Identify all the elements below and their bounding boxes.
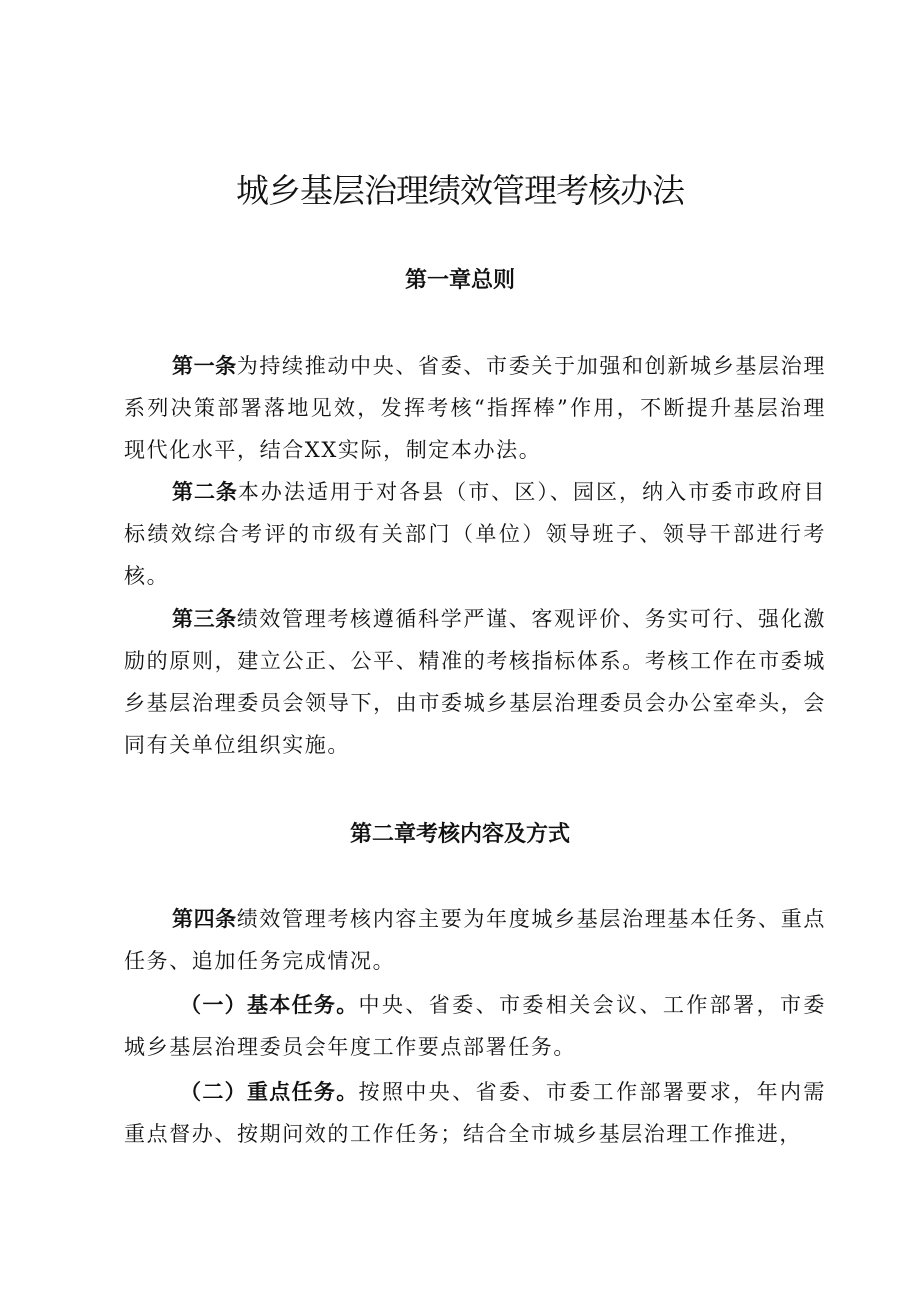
item-key-tasks xyxy=(124,1071,826,1155)
article-1 xyxy=(124,345,826,471)
item-key-tasks-label: （二）重点任务。 xyxy=(180,1080,359,1104)
item-key-tasks-text: 按照中央、省委、市委工作部署要求，年内需重点督办、按期问效的工作任务；结合全市城乡基层治理工作推进， xyxy=(124,1080,827,1146)
article-1-text: 为持续推动中央、省委、市委关于加强和创新城乡基层治理系列决策部署落地见效，发挥考核“指挥棒”作用，不断提升基层治理现代化水平，结合XX实际，制定本办法。 xyxy=(124,354,826,462)
article-2 xyxy=(124,471,826,597)
article-4 xyxy=(124,898,826,982)
item-basic-tasks xyxy=(124,984,826,1068)
chapter-2-heading: 第二章考核内容及方式 xyxy=(349,822,570,847)
item-basic-tasks-label: （一）基本任务。 xyxy=(180,993,359,1017)
article-2-text: 本办法适用于对各县（市、区）、园区，纳入市委市政府目标绩效综合考评的市级有关部门（单位）领导班子、领导干部进行考核。 xyxy=(124,480,826,588)
document-title: 城乡基层治理绩效管理考核办法 xyxy=(236,171,684,210)
article-4-text: 绩效管理考核内容主要为年度城乡基层治理基本任务、重点任务、追加任务完成情况。 xyxy=(124,907,826,973)
article-3-text: 绩效管理考核遵循科学严谨、客观评价、务实可行、强化激励的原则，建立公正、公平、精准的考核指标体系。考核工作在市委城乡基层治理委员会领导下，由市委城乡基层治理委员会办公室牵头，会同有关单位组织实施。 xyxy=(124,607,826,757)
article-2-label: 第二条 xyxy=(172,480,238,504)
article-3-label: 第三条 xyxy=(172,607,237,631)
article-1-label: 第一条 xyxy=(172,354,237,378)
chapter-1-heading: 第一章总则 xyxy=(404,268,515,293)
item-basic-tasks-text: 中央、省委、市委相关会议、工作部署，市委城乡基层治理委员会年度工作要点部署任务。 xyxy=(124,993,827,1059)
article-4-label: 第四条 xyxy=(172,907,237,931)
article-3 xyxy=(124,598,826,766)
